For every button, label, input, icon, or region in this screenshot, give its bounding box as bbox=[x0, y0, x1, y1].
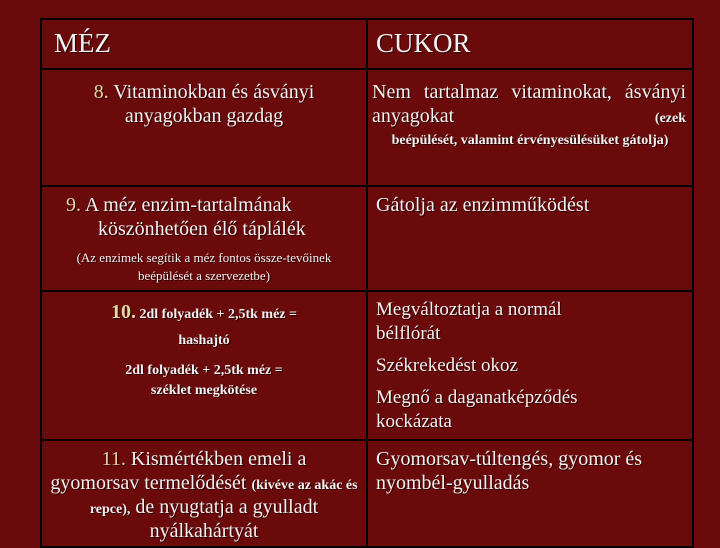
row-8-sugar-cell bbox=[367, 69, 693, 187]
row-8-honey-label: Vitaminokban és ásványi anyagokban gazdag bbox=[113, 80, 315, 127]
row-number: 10. bbox=[110, 301, 136, 324]
row-10-sugar-line5: kockázata bbox=[376, 411, 452, 433]
row-11-honey-cell bbox=[41, 440, 367, 547]
row-9-honey-cell bbox=[41, 186, 367, 291]
row-9-honey-line2: köszönhetően élő táplálék bbox=[98, 218, 306, 241]
row-10-sugar-line4: Megnő a daganatképződés bbox=[376, 387, 578, 409]
row-10-honey-line2: hashajtó bbox=[178, 333, 230, 349]
header-sugar: CUKOR bbox=[376, 28, 471, 58]
row-10-honey-line1-text: 2dl folyadék + 2,5tk méz = bbox=[139, 307, 297, 323]
row-number: 8. bbox=[93, 80, 109, 103]
row-9-sugar-text: Gátolja az enzimműködést bbox=[376, 194, 590, 217]
row-9-sugar-cell bbox=[367, 186, 693, 291]
row-10-honey-line3: 2dl folyadék + 2,5tk méz = bbox=[125, 363, 283, 379]
row-8-honey-text bbox=[42, 70, 366, 128]
row-number: 11. bbox=[101, 447, 126, 470]
row-10-honey-line1 bbox=[42, 292, 366, 324]
table-row bbox=[41, 440, 693, 547]
row-9-honey-text bbox=[42, 187, 366, 217]
table-row bbox=[41, 291, 693, 440]
row-9-honey-note: (Az enzimek segítik a méz fontos össze-tevőinek beépülését a szervezetbe) bbox=[76, 250, 332, 284]
row-8-honey-cell bbox=[41, 69, 367, 187]
row-11-honey-c: de nyugtatja a gyulladt nyálkahártyát bbox=[135, 495, 319, 542]
row-11-honey-a: Kismértékben emeli a bbox=[130, 447, 307, 470]
row-11-sugar-cell bbox=[367, 440, 693, 547]
row-10-honey-line4: széklet megkötése bbox=[150, 383, 258, 399]
header-honey: MÉZ bbox=[54, 28, 111, 58]
table-row bbox=[41, 186, 693, 291]
header-cell-honey bbox=[41, 19, 367, 69]
row-8-sugar-main bbox=[368, 70, 692, 128]
header-cell-sugar bbox=[367, 19, 693, 69]
row-11-honey-line2 bbox=[42, 471, 366, 543]
row-10-sugar-cell bbox=[367, 291, 693, 440]
row-11-sugar-text: Gyomorsav-túltengés, gyomor és nyombél-gyulladás bbox=[376, 447, 643, 494]
row-10-sugar-line3: Székrekedést okoz bbox=[376, 355, 518, 377]
row-9-honey-line1: A méz enzim-tartalmának bbox=[84, 194, 292, 217]
comparison-table bbox=[40, 18, 694, 548]
row-8-sugar-note-start: (ezek bbox=[654, 110, 686, 126]
table-row bbox=[41, 69, 693, 187]
row-11-honey-line1 bbox=[42, 441, 366, 471]
row-11-honey-b: gyomorsav termelődését bbox=[50, 471, 247, 494]
row-number: 9. bbox=[66, 194, 81, 217]
header-row bbox=[41, 19, 693, 69]
row-10-sugar-line2: bélflórát bbox=[376, 323, 441, 345]
row-10-honey-cell bbox=[41, 291, 367, 440]
row-8-sugar-note: beépülését, valamint érvényesülésüket gátolja) bbox=[391, 132, 669, 148]
row-10-sugar-line1: Megváltoztatja a normál bbox=[376, 299, 562, 321]
row-8-sugar-label: Nem tartalmaz vitaminokat, ásványi anyagokat bbox=[372, 80, 686, 127]
row-11-honey-note: (kivéve az akác és repce), bbox=[89, 477, 358, 517]
